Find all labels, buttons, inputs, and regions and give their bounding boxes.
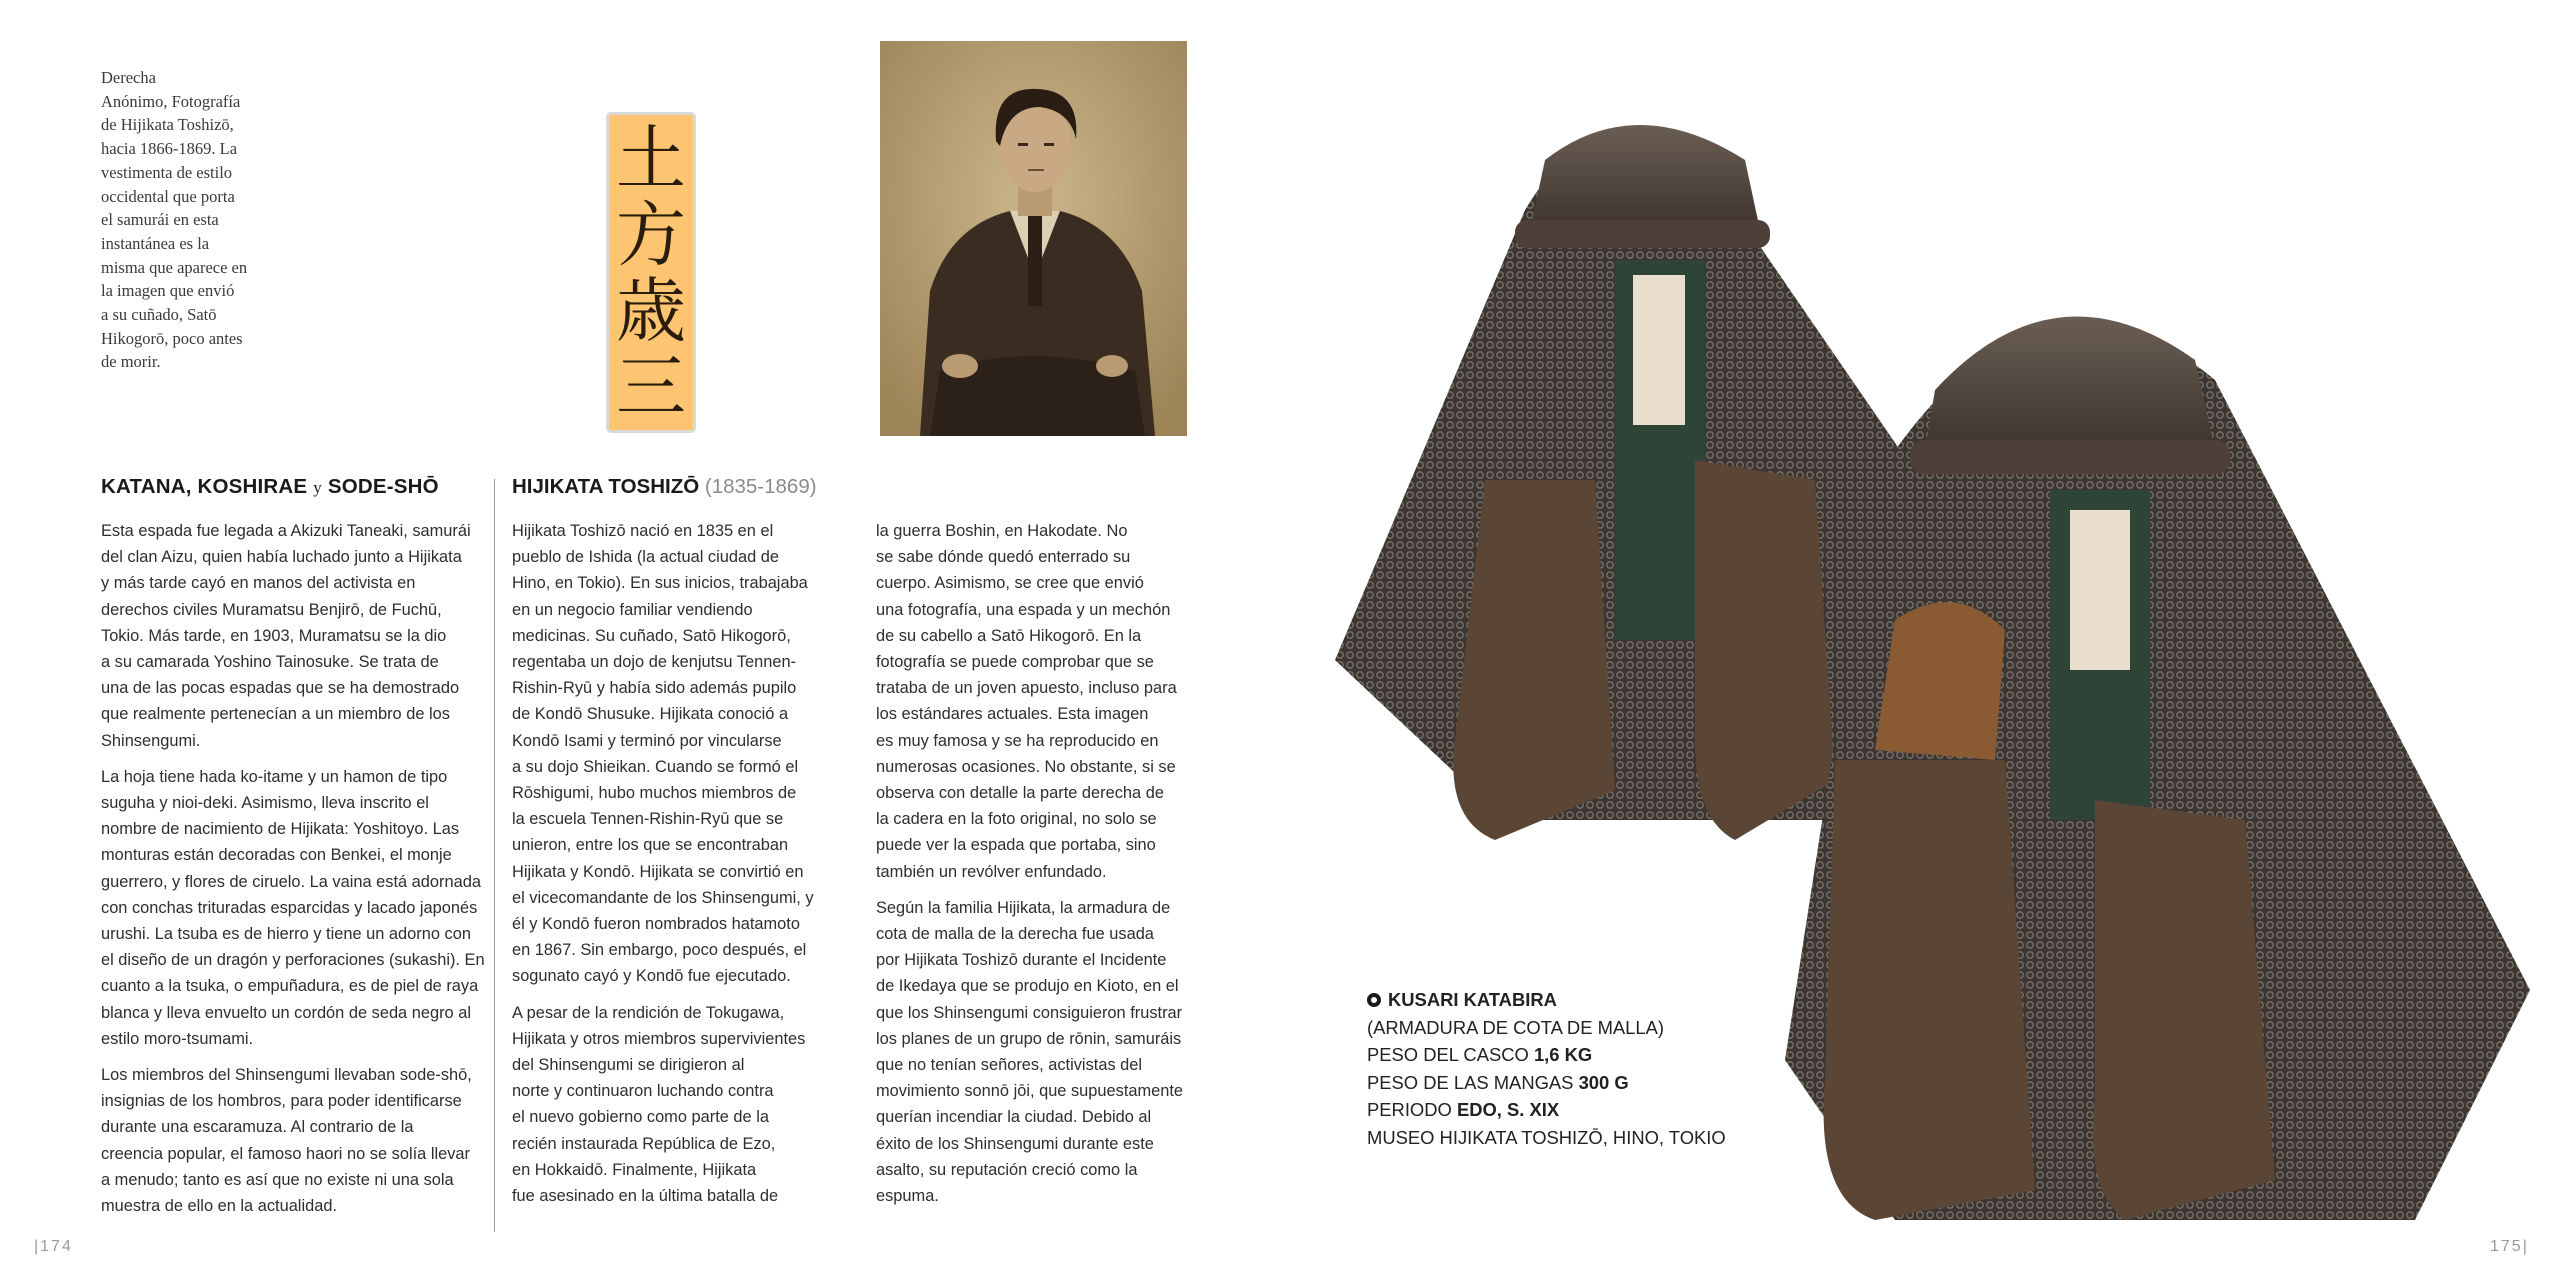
text-line: del Shinsengumi se dirigieron al xyxy=(512,1056,745,1075)
caption-line: de Hijikata Toshizō, xyxy=(101,115,234,135)
text-line: creencia popular, el famoso haori no se solía llevar xyxy=(101,1144,470,1163)
body-column-1 xyxy=(101,518,485,1229)
text-line: la escuela Tennen-Rishin-Ryū que se xyxy=(512,810,784,829)
text-line: La hoja tiene hada ko-itame y un hamon de tipo xyxy=(101,767,448,786)
caption-line: a su cuñado, Satō xyxy=(101,305,217,325)
sleeves-weight xyxy=(1367,1069,1726,1097)
text-line: a su dojo Shieikan. Cuando se formó el xyxy=(512,757,799,776)
text-line: se sabe dónde quedó enterrado su xyxy=(876,548,1131,567)
caption-line: occidental que porta xyxy=(101,186,235,206)
caption-line: el samurái en esta xyxy=(101,210,219,230)
text-line: guerrero, y flores de ciruelo. La vaina está adornada xyxy=(101,872,481,891)
text-line: puede ver la espada que portaba, sino xyxy=(876,836,1156,855)
bullet-icon xyxy=(1367,993,1381,1007)
text-line: los estándares actuales. Esta imagen xyxy=(876,705,1149,724)
text-line: Hino, en Tokio). En sus inicios, trabajaba xyxy=(512,574,808,593)
heading-part: KATANA, KOSHIRAE xyxy=(101,475,308,498)
text-line: con conchas trituradas esparcidas y lacado japonés xyxy=(101,898,478,917)
text-line: blanca y lleva envuelto un cordón de seda negro al xyxy=(101,1003,471,1022)
text-line: la guerra Boshin, en Hakodate. No xyxy=(876,522,1128,540)
text-line: sogunato cayó y Kondō fue ejecutado. xyxy=(512,967,791,986)
text-line: A pesar de la rendición de Tokugawa, xyxy=(512,1003,785,1022)
text-line: de Kondō Shusuke. Hijikata conoció a xyxy=(512,705,789,724)
caption-line: hacia 1866-1869. La xyxy=(101,139,238,159)
body-paragraph xyxy=(876,518,1206,885)
armor-title-row xyxy=(1367,986,1726,1014)
kanji-char: 歳 xyxy=(616,269,686,352)
armor-subtitle: (ARMADURA DE COTA DE MALLA) xyxy=(1367,1016,1665,1038)
text-line: pueblo de Ishida (la actual ciudad de xyxy=(512,548,779,567)
body-paragraph xyxy=(876,895,1206,1209)
caption-line: la imagen que envió xyxy=(101,281,235,301)
page-number-left: |174 xyxy=(34,1238,73,1255)
text-line: a su camarada Yoshino Tainosuke. Se trata de xyxy=(101,653,439,672)
text-line: Rōshigumi, hubo muchos miembros de xyxy=(512,784,797,803)
text-line: que realmente pertenecían a un miembro de los xyxy=(101,705,450,724)
section-heading-hijikata xyxy=(512,475,817,499)
text-line: también un revólver enfundado. xyxy=(876,862,1107,881)
text-line: monturas están decoradas con Benkei, el monje xyxy=(101,846,452,865)
text-line: por Hijikata Toshizō durante el Incidente xyxy=(876,951,1167,970)
text-line: derechos civiles Muramatsu Benjirō, de Fuchū, xyxy=(101,600,442,619)
caption-line: de morir. xyxy=(101,352,161,372)
column-divider xyxy=(494,479,495,1232)
text-line: Los miembros del Shinsengumi llevaban sode-shō, xyxy=(101,1066,472,1085)
heading-name: HIJIKATA TOSHIZŌ xyxy=(512,475,700,498)
sleeves-weight-value: 300 G xyxy=(1578,1071,1629,1093)
text-line: a menudo; tanto es así que no existe ni una sola xyxy=(101,1170,454,1189)
caption-line: vestimenta de estilo xyxy=(101,162,233,182)
text-line: durante una escaramuza. Al contrario de la xyxy=(101,1118,414,1137)
text-line: es muy famosa y se ha reproducido en xyxy=(876,731,1159,750)
text-line: observa con detalle la parte derecha de xyxy=(876,784,1164,803)
text-line: recién instaurada República de Ezo, xyxy=(512,1134,776,1153)
heading-part: SODE-SHŌ xyxy=(327,475,439,498)
period-value: EDO, S. XIX xyxy=(1456,1099,1560,1120)
text-line: que los Shinsengumi consiguieron frustrar xyxy=(876,1003,1183,1022)
text-line: asalto, su reputación creció como la xyxy=(876,1160,1138,1179)
caption-line: Anónimo, Fotografía xyxy=(101,91,241,111)
kanji-char: 方 xyxy=(616,193,686,276)
text-line: nombre de nacimiento de Hijikata: Yoshitoyo. Las xyxy=(101,820,460,839)
sleeves-weight-label: PESO DE LAS MANGAS xyxy=(1367,1071,1574,1093)
text-line: el vicecomandante de los Shinsengumi, y xyxy=(512,888,814,907)
text-line: querían incendiar la ciudad. Debido al xyxy=(876,1108,1152,1127)
text-line: norte y continuaron luchando contra xyxy=(512,1082,774,1101)
text-line: en Hokkaidō. Finalmente, Hijikata xyxy=(512,1160,757,1179)
page-number-right: 175| xyxy=(2490,1238,2529,1255)
text-line: la cadera en la foto original, no solo se xyxy=(876,810,1157,829)
kanji-char: 三 xyxy=(616,345,686,428)
text-line: Rishin-Ryū y había sido además pupilo xyxy=(512,679,797,698)
text-line: numerosas ocasiones. No obstante, si se xyxy=(876,757,1176,776)
text-line: muestra de ello en la actualidad. xyxy=(101,1197,337,1216)
text-line: cuanto a la tsuka, o empuñadura, es de piel de raya xyxy=(101,977,479,996)
body-column-3 xyxy=(876,518,1206,1219)
body-paragraph xyxy=(101,518,481,754)
helmet-weight-label: PESO DEL CASCO xyxy=(1367,1044,1529,1065)
helmet-weight-value: 1,6 KG xyxy=(1533,1044,1593,1065)
section-heading-katana xyxy=(101,475,439,499)
text-line: cota de malla de la derecha fue usada xyxy=(876,925,1154,944)
text-line: suguha y nioi-deki. Asimismo, lleva inscrito el xyxy=(101,794,429,813)
body-paragraph xyxy=(101,1062,481,1219)
text-line: él y Kondō fueron nombrados hatamoto xyxy=(512,915,800,934)
armor-title: KUSARI KATABIRA xyxy=(1388,989,1557,1010)
text-line: Según la familia Hijikata, la armadura de xyxy=(876,898,1171,917)
text-line: regentaba un dojo de kenjutsu Tennen- xyxy=(512,653,797,672)
text-line: éxito de los Shinsengumi durante este xyxy=(876,1134,1154,1153)
kanji-name-plaque xyxy=(606,112,696,433)
text-line: trataba de un joven apuesto, incluso para xyxy=(876,679,1177,698)
body-paragraph xyxy=(101,764,485,1052)
body-paragraph xyxy=(512,1000,832,1210)
caption-line: Hikogorō, poco antes xyxy=(101,328,243,348)
text-line: del clan Aizu, quien había luchado junto a Hijikata xyxy=(101,548,462,567)
photo-caption xyxy=(101,66,276,374)
text-line: el nuevo gobierno como parte de la xyxy=(512,1108,769,1127)
armor-spec-caption xyxy=(1367,986,1726,1151)
text-line: unieron, entre los que se encontraban xyxy=(512,836,789,855)
text-line: una fotografía, una espada y un mechón xyxy=(876,600,1171,619)
period xyxy=(1367,1096,1726,1124)
text-line: de su cabello a Satō Hikogorō. En la xyxy=(876,626,1142,645)
text-line: Kondō Isami y terminó por vincularse xyxy=(512,731,782,750)
body-column-2 xyxy=(512,518,832,1219)
text-line: una de las pocas espadas que se ha demostrado xyxy=(101,679,460,698)
text-line: insignias de los hombros, para poder identificarse xyxy=(101,1092,462,1111)
caption-line: misma que aparece en xyxy=(101,257,248,277)
caption-line: instantánea es la xyxy=(101,233,210,253)
text-line: urushi. La tsuba es de hierro y tiene un adorno con xyxy=(101,925,471,944)
text-line: medicinas. Su cuñado, Satō Hikogorō, xyxy=(512,626,791,645)
helmet-weight xyxy=(1367,1041,1726,1069)
text-line: fotografía se puede comprobar que se xyxy=(876,653,1154,672)
text-line: de Ikedaya que se produjo en Kioto, en el xyxy=(876,977,1179,996)
period-label: PERIODO xyxy=(1367,1099,1452,1120)
text-line: que no tenían señores, activistas del xyxy=(876,1056,1143,1075)
text-line: Esta espada fue legada a Akizuki Taneaki, samurái xyxy=(101,522,471,540)
kanji-char: 土 xyxy=(616,117,686,200)
text-line: Shinsengumi. xyxy=(101,731,201,750)
heading-years: (1835-1869) xyxy=(704,475,817,498)
text-line: los planes de un grupo de rōnin, samuráis xyxy=(876,1029,1182,1048)
hijikata-portrait-photo xyxy=(880,41,1187,436)
caption-line: Derecha xyxy=(101,68,156,87)
text-line: en un negocio familiar vendiendo xyxy=(512,600,753,619)
text-line: el diseño de un dragón y perforaciones (sukashi). En xyxy=(101,951,485,970)
text-line: y más tarde cayó en manos del activista en xyxy=(101,574,416,593)
heading-connector: y xyxy=(313,478,322,497)
body-paragraph xyxy=(512,518,832,990)
text-line: Hijikata y otros miembros supervivientes xyxy=(512,1029,806,1048)
text-line: movimiento sonnō jōi, que supuestamente xyxy=(876,1082,1184,1101)
museum-credit: MUSEO HIJIKATA TOSHIZŌ, HINO, TOKIO xyxy=(1367,1126,1726,1148)
text-line: en 1867. Sin embargo, poco después, el xyxy=(512,941,807,960)
text-line: estilo moro-tsumami. xyxy=(101,1029,254,1048)
text-line: espuma. xyxy=(876,1187,939,1206)
text-line: Tokio. Más tarde, en 1903, Muramatsu se la dio xyxy=(101,626,447,645)
text-line: fue asesinado en la última batalla de xyxy=(512,1187,779,1206)
text-line: cuerpo. Asimismo, se cree que envió xyxy=(876,574,1144,593)
text-line: Hijikata Toshizō nació en 1835 en el xyxy=(512,522,774,540)
text-line: Hijikata y Kondō. Hijikata se convirtió en xyxy=(512,862,804,881)
